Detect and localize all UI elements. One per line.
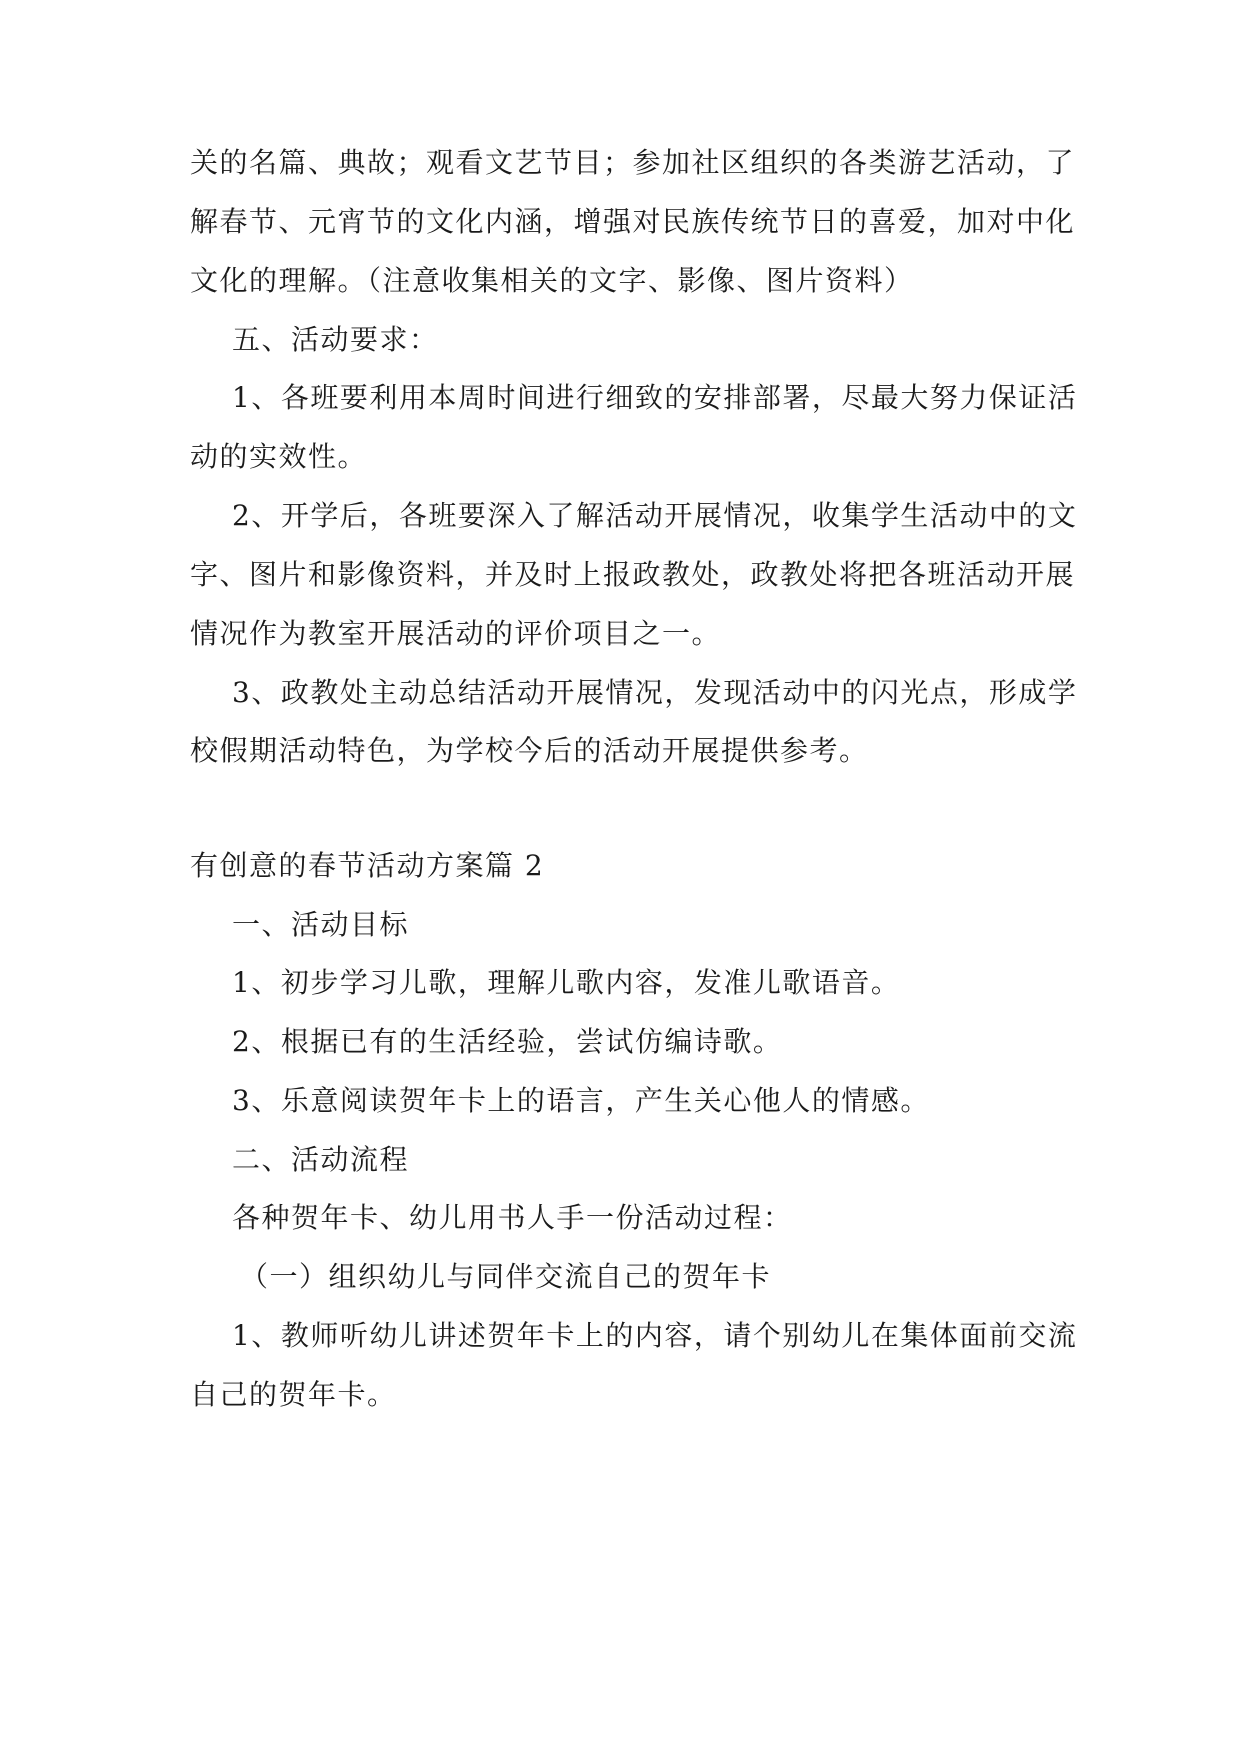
text-line: 各种贺年卡、幼儿用书人手一份活动过程： (232, 1201, 793, 1234)
section-heading: 五、活动要求： (232, 323, 439, 356)
text-line: 校假期活动特色，为学校今后的活动开展提供参考。 (190, 734, 869, 767)
text-line: 字、图片和影像资料，并及时上报政教处，政教处将把各班活动开展 (190, 558, 1076, 591)
list-item: 1、初步学习儿歌，理解儿歌内容，发准儿歌语音。 (232, 966, 901, 999)
text-line: 自己的贺年卡。 (190, 1378, 397, 1411)
text-line: 2、开学后，各班要深入了解活动开展情况，收集学生活动中的文 (232, 499, 1078, 532)
text-line: 3、政教处主动总结活动开展情况，发现活动中的闪光点，形成学 (232, 676, 1078, 709)
section-heading: 一、活动目标 (232, 908, 410, 941)
text-line: 情况作为教室开展活动的评价项目之一。 (190, 617, 722, 650)
list-item: 1、教师听幼儿讲述贺年卡上的内容，请个别幼儿在集体面前交流 (232, 1319, 1078, 1352)
section-heading: 二、活动流程 (232, 1143, 410, 1176)
subsection-heading: （一）组织幼儿与同伴交流自己的贺年卡 (240, 1260, 772, 1293)
text-line: 文化的理解。（注意收集相关的文字、影像、图片资料） (190, 264, 914, 297)
text-line: 1、各班要利用本周时间进行细致的安排部署，尽最大努力保证活 (232, 381, 1078, 414)
list-item: 3、乐意阅读贺年卡上的语言，产生关心他人的情感。 (232, 1084, 930, 1117)
text-line: 动的实效性。 (190, 440, 368, 473)
list-item: 2、根据已有的生活经验，尝试仿编诗歌。 (232, 1025, 783, 1058)
text-line: 关的名篇、典故；观看文艺节目；参加社区组织的各类游艺活动，了 (190, 146, 1076, 179)
document-subtitle: 有创意的春节活动方案篇 2 (190, 849, 545, 882)
text-line: 解春节、元宵节的文化内涵，增强对民族传统节日的喜爱，加对中化 (190, 205, 1076, 238)
